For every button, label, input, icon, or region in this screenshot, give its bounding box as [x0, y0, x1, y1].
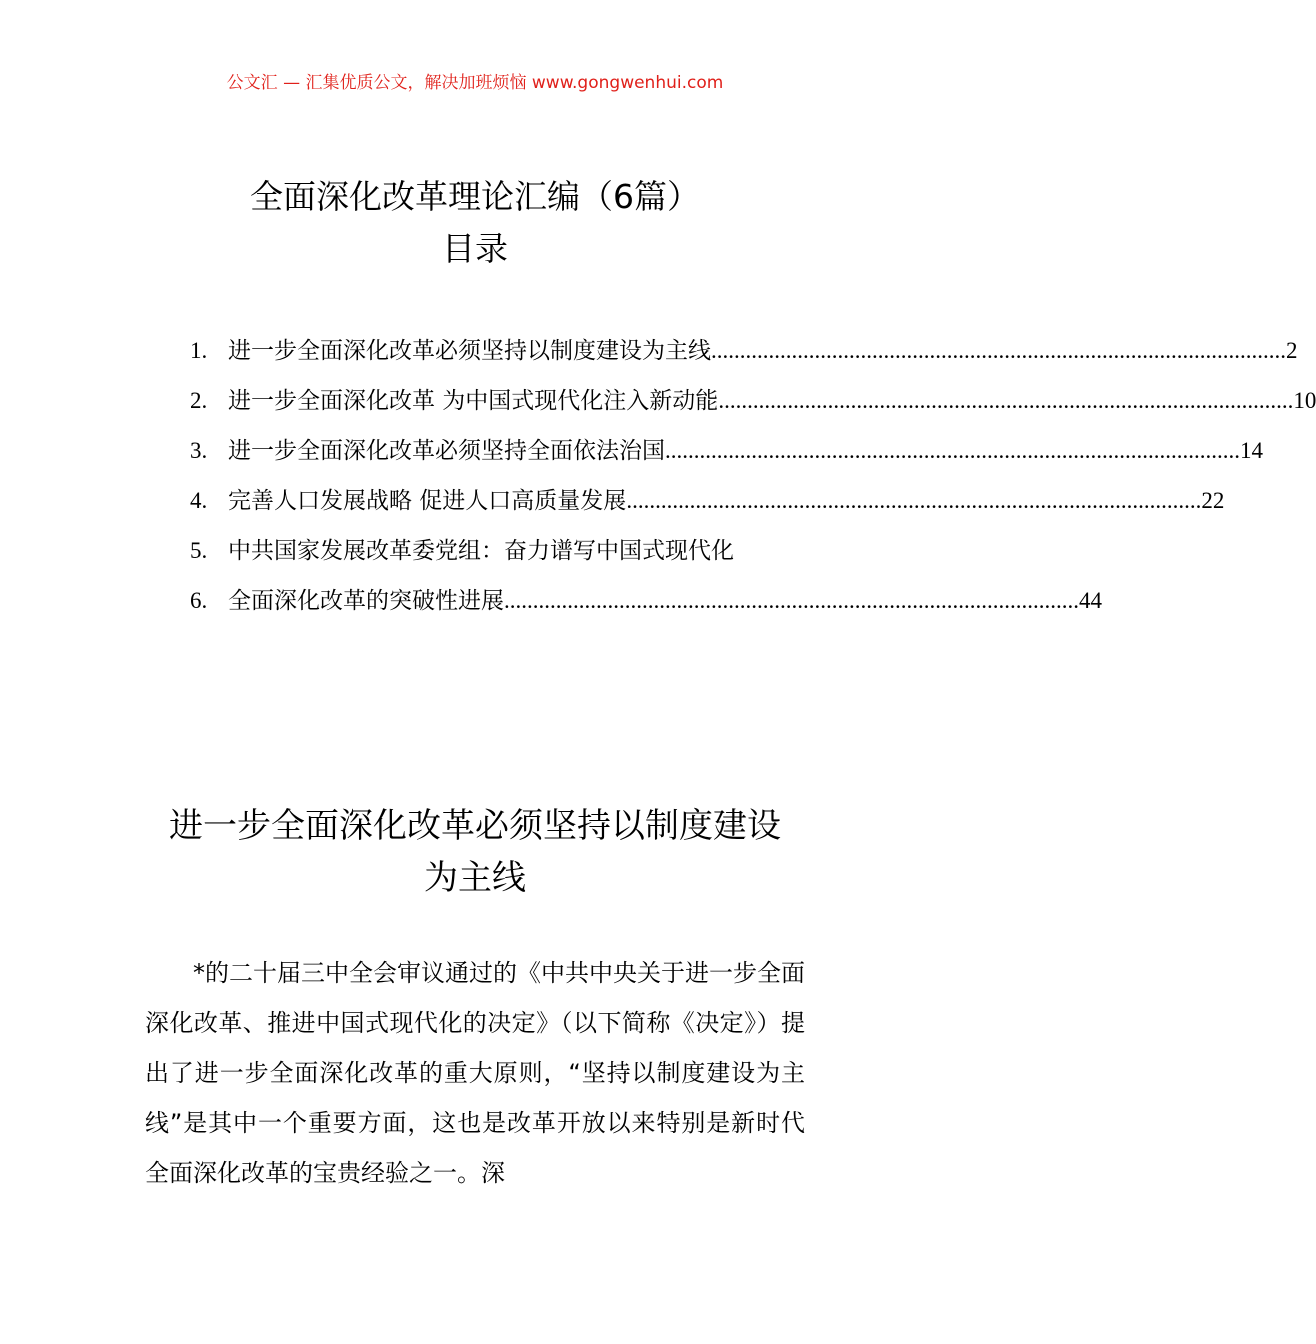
table-of-contents	[190, 326, 1316, 626]
toc-item-title: 进一步全面深化改革 为中国式现代化注入新动能	[228, 388, 719, 414]
article-title-line1: 进一步全面深化改革必须坚持以制度建设	[169, 806, 781, 846]
toc-item-number: 6.	[190, 588, 208, 613]
toc-leader-dots: ....................................................................................................	[711, 338, 1286, 363]
article-title	[0, 800, 950, 904]
toc-item-1[interactable]	[190, 326, 1298, 376]
toc-item-title: 进一步全面深化改革必须坚持以制度建设为主线	[228, 338, 711, 364]
toc-leader-dots: ....................................................................................................	[504, 588, 1079, 613]
toc-heading: 目录	[442, 229, 508, 268]
toc-item-number: 4.	[190, 488, 208, 513]
toc-item-6[interactable]	[190, 576, 1102, 626]
article-paragraph: *的二十届三中全会审议通过的《中共中央关于进一步全面深化改革、推进中国式现代化的决定》（以下简称《决定》）提出了进一步全面深化改革的重大原则，“坚持以制度建设为主线”是其中一个重要方面，这也是改革开放以来特别是新时代全面深化改革的宝贵经验之一。深	[145, 959, 805, 1187]
toc-leader-dots: ....................................................................................................	[626, 488, 1202, 513]
toc-item-page: 22	[1201, 488, 1225, 513]
toc-item-title: 进一步全面深化改革必须坚持全面依法治国	[228, 438, 665, 464]
toc-item-title: 完善人口发展战略 促进人口高质量发展	[228, 488, 627, 514]
toc-item-page: 2	[1286, 338, 1298, 363]
toc-item-number: 5.	[190, 538, 208, 563]
toc-item-4[interactable]	[190, 476, 1225, 526]
site-header: 公文汇 — 汇集优质公文，解决加班烦恼 www.gongwenhui.com	[226, 73, 724, 93]
toc-item-page: 44	[1079, 588, 1102, 613]
toc-item-2[interactable]	[190, 376, 1316, 426]
toc-item-3[interactable]	[190, 426, 1263, 476]
document-title: 全面深化改革理论汇编（6篇）	[250, 177, 700, 216]
toc-leader-dots: ....................................................................................................	[718, 388, 1294, 413]
toc-item-page: 10	[1293, 388, 1316, 413]
toc-item-number: 2.	[190, 388, 208, 413]
toc-item-title-line1: 中共国家发展改革委党组：奋力谱写中国式现代化	[228, 538, 734, 564]
toc-leader-dots: ....................................................................................................	[665, 438, 1240, 463]
toc-item-5[interactable]	[190, 526, 810, 576]
toc-item-page: 14	[1240, 438, 1263, 463]
toc-item-title: 全面深化改革的突破性进展	[228, 588, 504, 614]
toc-item-number: 1.	[190, 338, 208, 363]
toc-item-number: 3.	[190, 438, 208, 463]
article-title-line2: 为主线	[424, 858, 526, 898]
